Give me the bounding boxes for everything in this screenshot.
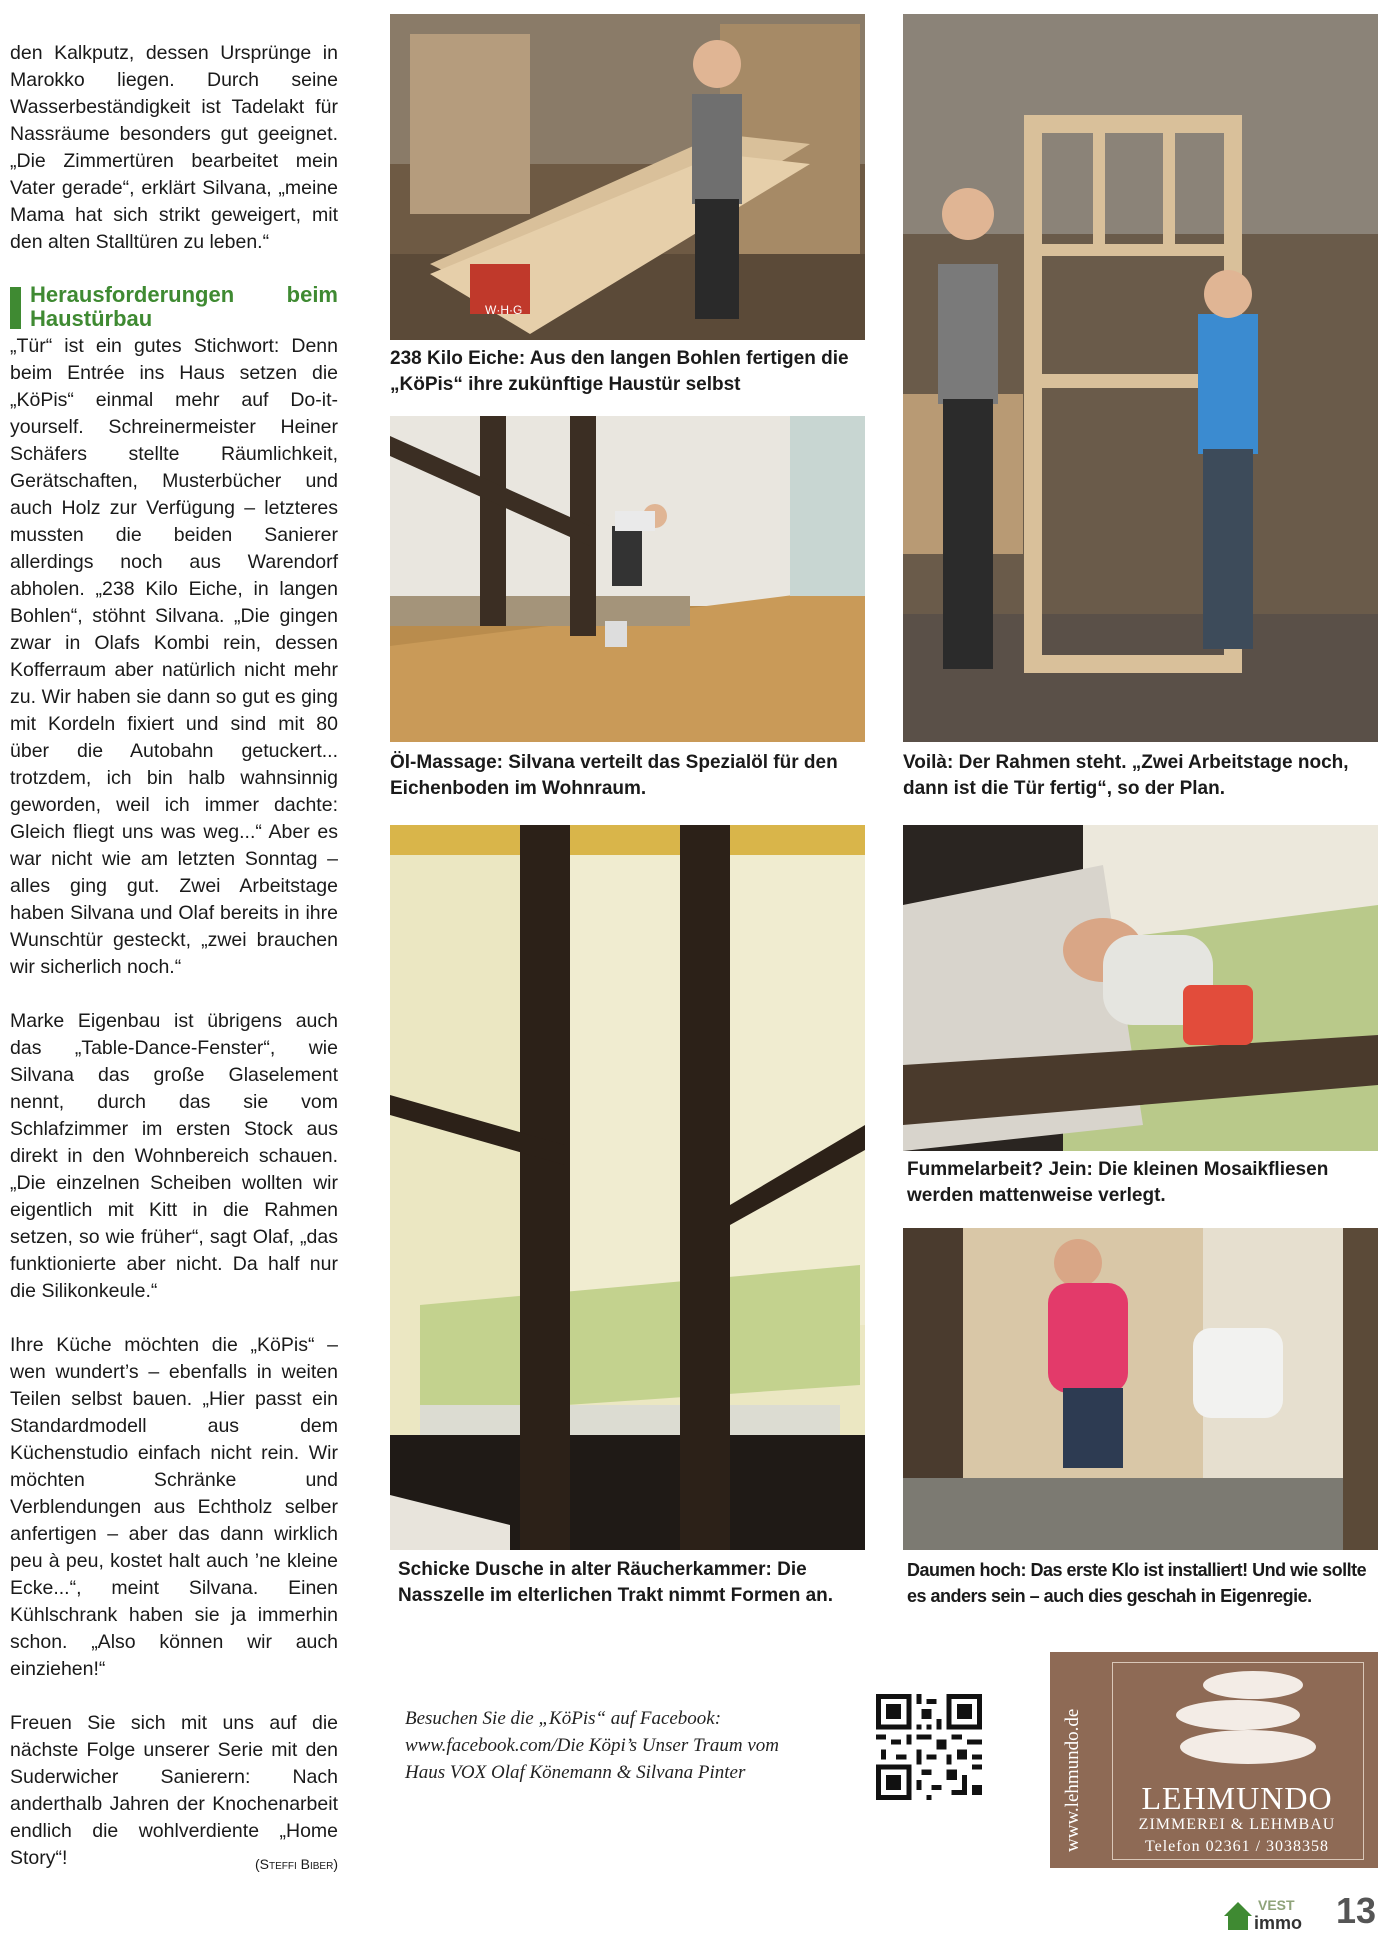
svg-text:W·H·G: W·H·G [485, 303, 523, 317]
photo-oil-floor [390, 416, 865, 742]
lehmundo-ad[interactable] [1050, 1652, 1378, 1868]
caption-timber: 238 Kilo Eiche: Aus den langen Bohlen fertigen die „KöPis“ ihre zukünftige Haustür selbst [390, 348, 849, 395]
photo-toilet [903, 1228, 1378, 1550]
caption-frame: Voilà: Der Rahmen steht. „Zwei Arbeitstage noch, dann ist die Tür fertig“, so der Plan. [903, 752, 1349, 799]
vest-immo-logo [1222, 1894, 1320, 1934]
page-number: 13 [1336, 1890, 1377, 1931]
article-paragraph-1: „Tür“ ist ein gutes Stichwort: Denn beim Entrée ins Haus setzen die „KöPis“ einmal mehr auf Do-it-yourself. Schreinermeister Heiner Schäfers stellte Räumlichkeit, Gerätschaften, Musterbücher und auch Holz zur Verfügung – letzteres mussten die beiden Sanierer allerdings noch aus Warendorf abholen. „238 Kilo Eiche, in langen Bohlen“, stöhnt Silvana. „Die gingen zwar in Olafs Kombi rein, dessen Kofferraum aber natürlich nicht mehr zu. Wir haben sie dann so gut es ging mit Kordeln fixiert und sind mit 80 über die Autobahn getuckert... trotzdem, ich bin halb wahnsinnig geworden, weil ich immer dachte: Gleich fliegt uns was weg...“ Aber es war nicht wie am letzten Sonntag – alles ging gut. Zwei Arbeitstage haben Silvana und Olaf bereits in ihre Wunschtür gesteckt, „zwei brauchen wir sicherlich noch.“ [10, 335, 338, 978]
article-paragraph-2: Marke Eigenbau ist übrigens auch das „Table-Dance-Fenster“, wie Silvana das große Glaselement nennt, durch das sie vom Schlafzimmer im ersten Stock aus direkt in den Wohnbereich schauen. „Die einzelnen Scheiben wollten wir eigentlich mit Kitt in die Rahmen setzen, so wie früher“, sagt Olaf, „das funktionierte aber nicht. Da half nur die Silikonkeule.“ [10, 1010, 338, 1302]
caption-oil: Öl-Massage: Silvana verteilt das Spezialöl für den Eichenboden im Wohnraum. [390, 752, 838, 799]
ad-url-vertical [1054, 1662, 1088, 1858]
article-paragraph-3: Ihre Küche möchten die „KöPis“ – wen wundert’s – ebenfalls in weiten Teilen selbst bauen. „Hier passt ein Standardmodell aus dem Küchenstudio einfach nicht rein. Wir möchten Schränke und Verblendungen aus Echtholz selber anfertigen – aber das dann wirklich peu à peu, kostet halt auch ’ne kleine Ecke...“, meint Silvana. Einen Kühlschrank haben sie ja immerhin schon. „Also können wir auch einziehen!“ [10, 1334, 338, 1680]
svg-text:www.lehmundo.de: www.lehmundo.de [1062, 1708, 1083, 1852]
caption-shower: Schicke Dusche in alter Räucherkammer: Die Nasszelle im elterlichen Trakt nimmt Formen an. [398, 1559, 834, 1606]
article-paragraph-4: Freuen Sie sich mit uns auf die nächste Folge unserer Serie mit den Suderwicher Sanierern: Nach anderthalb Jahren der Knochenarbeit endlich die wohlverdiente „Home Story“! (Steffi Biber) [10, 1710, 338, 1872]
photo-shower [390, 825, 865, 1550]
article-intro-paragraph: den Kalkputz, dessen Ursprünge in Marokko liegen. Durch seine Wasserbeständigkeit ist Tadelakt für Nassräume besonders gut geeignet. „Die Zimmertüren bearbeitet mein Vater gerade“, erklärt Silvana, „meine Mama hat sich strikt geweigert, mit den alten Stalltüren zu leben.“ [10, 42, 338, 253]
caption-mosaic: Fummelarbeit? Jein: Die kleinen Mosaikfliesen werden mattenweise verlegt. [907, 1159, 1329, 1206]
photo-mosaic [903, 825, 1378, 1151]
facebook-link[interactable]: www.facebook.com/Die Köpi’s Unser Traum vom [405, 1735, 780, 1756]
svg-text:immo: immo [1254, 1913, 1303, 1933]
facebook-line-3: Haus VOX Olaf Könemann & Silvana Pinter [405, 1762, 746, 1783]
caption-toilet: Daumen hoch: Das erste Klo ist installiert! Und wie sollte es anders sein – auch dies geschah in Eigenregie. [907, 1560, 1367, 1606]
ad-company-name: LEHMUNDO [1141, 1780, 1333, 1816]
ad-subtitle: ZIMMEREI & LEHMBAU [1138, 1816, 1336, 1833]
article-byline: (Steffi Biber) [254, 1856, 338, 1872]
stone-stack-logo-icon [1113, 1663, 1363, 1773]
qr-code[interactable] [876, 1694, 982, 1800]
facebook-line-1: Besuchen Sie die „KöPis“ auf Facebook: [405, 1708, 722, 1729]
ad-phone: Telefon 02361 / 3038358 [1144, 1838, 1330, 1855]
article-subheading: Herausforderungen beim Haustürbau [10, 283, 338, 331]
photo-door-frame [903, 14, 1378, 742]
subheading-bar [10, 287, 21, 329]
article-text-column [10, 40, 338, 1878]
facebook-note [405, 1705, 865, 1786]
svg-text:VEST: VEST [1258, 1897, 1295, 1913]
photo-timber-workshop [390, 14, 865, 340]
